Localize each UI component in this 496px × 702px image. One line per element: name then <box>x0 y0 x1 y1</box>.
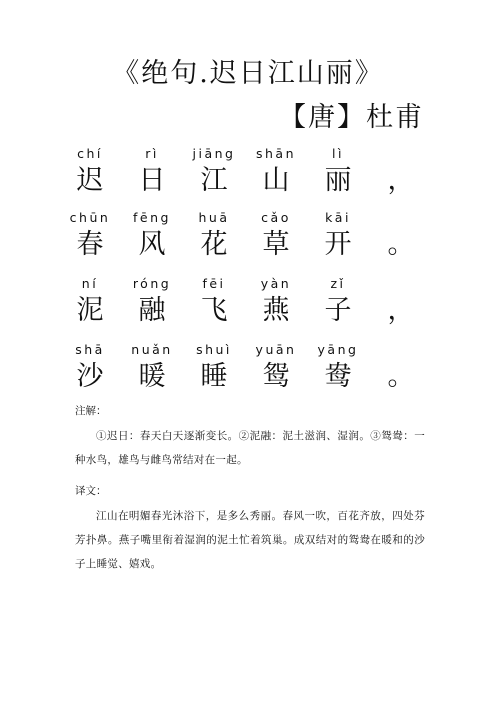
poem-line <box>0 276 496 336</box>
pinyin: jiāng <box>192 146 236 161</box>
line-punctuation: 。 <box>387 229 415 260</box>
hanzi: 子 <box>324 295 352 326</box>
pinyin: yāng <box>317 342 359 357</box>
line-punctuation: ， <box>387 165 415 196</box>
pinyin: chūn <box>69 210 111 225</box>
pinyin: fēi <box>202 276 226 291</box>
pinyin: rì <box>145 146 159 161</box>
hanzi: 燕 <box>262 295 290 326</box>
hanzi: 风 <box>138 229 166 260</box>
poem-author: 【唐】杜甫 <box>279 102 424 133</box>
hanzi: 江 <box>200 165 228 196</box>
hanzi: 春 <box>76 229 104 260</box>
pinyin: lì <box>332 146 344 161</box>
notes-text: ①迟日：春天白天逐渐变长。②泥融：泥土滋润、湿润。③鸳鸯：一种水鸟，雄鸟与雌鸟常结对在一起。 <box>75 430 425 466</box>
hanzi: 草 <box>262 229 290 260</box>
hanzi: 鸳 <box>262 361 290 392</box>
hanzi: 开 <box>324 229 352 260</box>
pinyin: zǐ <box>330 276 346 291</box>
hanzi: 暖 <box>138 361 166 392</box>
line-punctuation: ， <box>387 295 415 326</box>
pinyin: fēng <box>133 210 171 225</box>
line-punctuation: 。 <box>387 361 415 392</box>
pinyin: shā <box>75 342 105 357</box>
pinyin: shuì <box>196 342 232 357</box>
hanzi: 鸯 <box>324 361 352 392</box>
hanzi: 泥 <box>76 295 104 326</box>
poem-line <box>0 210 496 270</box>
pinyin: yàn <box>260 276 292 291</box>
pinyin: ní <box>81 276 99 291</box>
poem-line <box>0 342 496 402</box>
pinyin: chí <box>77 146 103 161</box>
hanzi: 山 <box>262 165 290 196</box>
hanzi: 融 <box>138 295 166 326</box>
hanzi: 飞 <box>200 295 228 326</box>
hanzi: 丽 <box>324 165 352 196</box>
pinyin: róng <box>132 276 172 291</box>
notes-heading: 注解： <box>75 405 107 417</box>
translation-heading: 译文： <box>75 485 107 497</box>
translation-text: 江山在明媚春光沐浴下，是多么秀丽。春风一吹，百花齐放，四处芬芳扑鼻。燕子嘴里衔着湿润的泥土忙着筑巢。成双结对的鸳鸯在暖和的沙子上睡觉、嬉戏。 <box>75 510 425 570</box>
hanzi: 沙 <box>76 361 104 392</box>
pinyin: nuǎn <box>131 342 173 357</box>
hanzi: 花 <box>200 229 228 260</box>
pinyin: kāi <box>325 210 351 225</box>
pinyin: yuān <box>255 342 297 357</box>
pinyin: cǎo <box>261 210 291 225</box>
pinyin: shān <box>255 146 297 161</box>
hanzi: 睡 <box>200 361 228 392</box>
poem-title: 《绝句.迟日江山丽》 <box>112 58 384 89</box>
poem-line <box>0 146 496 206</box>
pinyin: huā <box>198 210 230 225</box>
hanzi: 迟 <box>76 165 104 196</box>
hanzi: 日 <box>138 165 166 196</box>
